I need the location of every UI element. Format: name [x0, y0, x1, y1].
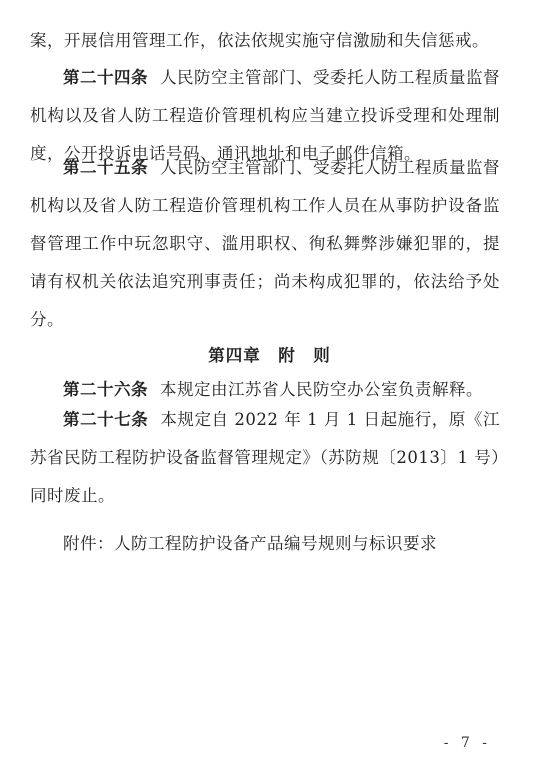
page-number: - 7 -	[443, 735, 491, 751]
article-number: 第二十七条	[63, 410, 149, 429]
attachment-note	[30, 525, 500, 563]
article-number: 第二十五条	[63, 158, 148, 177]
continuation-text: 案，开展信用管理工作，依法依规实施守信激励和失信惩戒。	[30, 31, 489, 50]
attachment-text: 附件：人防工程防护设备产品编号规则与标识要求	[63, 534, 437, 553]
article-number: 第二十四条	[63, 68, 148, 87]
article-25	[30, 149, 500, 339]
chapter-title: 第四章 附 则	[208, 346, 331, 365]
article-text: 人民防空主管部门、受委托人防工程质量监督机构以及省人防工程造价管理机构应当建立投诉受理和处理制度，公开投诉电话号码、通讯地址和电子邮件信箱。	[30, 68, 500, 163]
article-number: 第二十六条	[63, 380, 148, 399]
article-27	[30, 401, 500, 515]
article-text: 本规定由江苏省人民防空办公室负责解释。	[160, 380, 483, 399]
article-text: 本规定自 2022 年 1 月 1 日起施行，原《江苏省民防工程防护设备监督管理规定》（苏防规〔2013〕1 号）同时废止。	[30, 410, 500, 505]
article-text: 人民防空主管部门、受委托人防工程质量监督机构以及省人防工程造价管理机构工作人员在从事防护设备监督管理工作中玩忽职守、滥用职权、徇私舞弊涉嫌犯罪的，提请有权机关依法追究刑事责任；尚未构成犯罪的，依法给予处分。	[30, 158, 500, 329]
continuation-paragraph	[30, 22, 500, 60]
